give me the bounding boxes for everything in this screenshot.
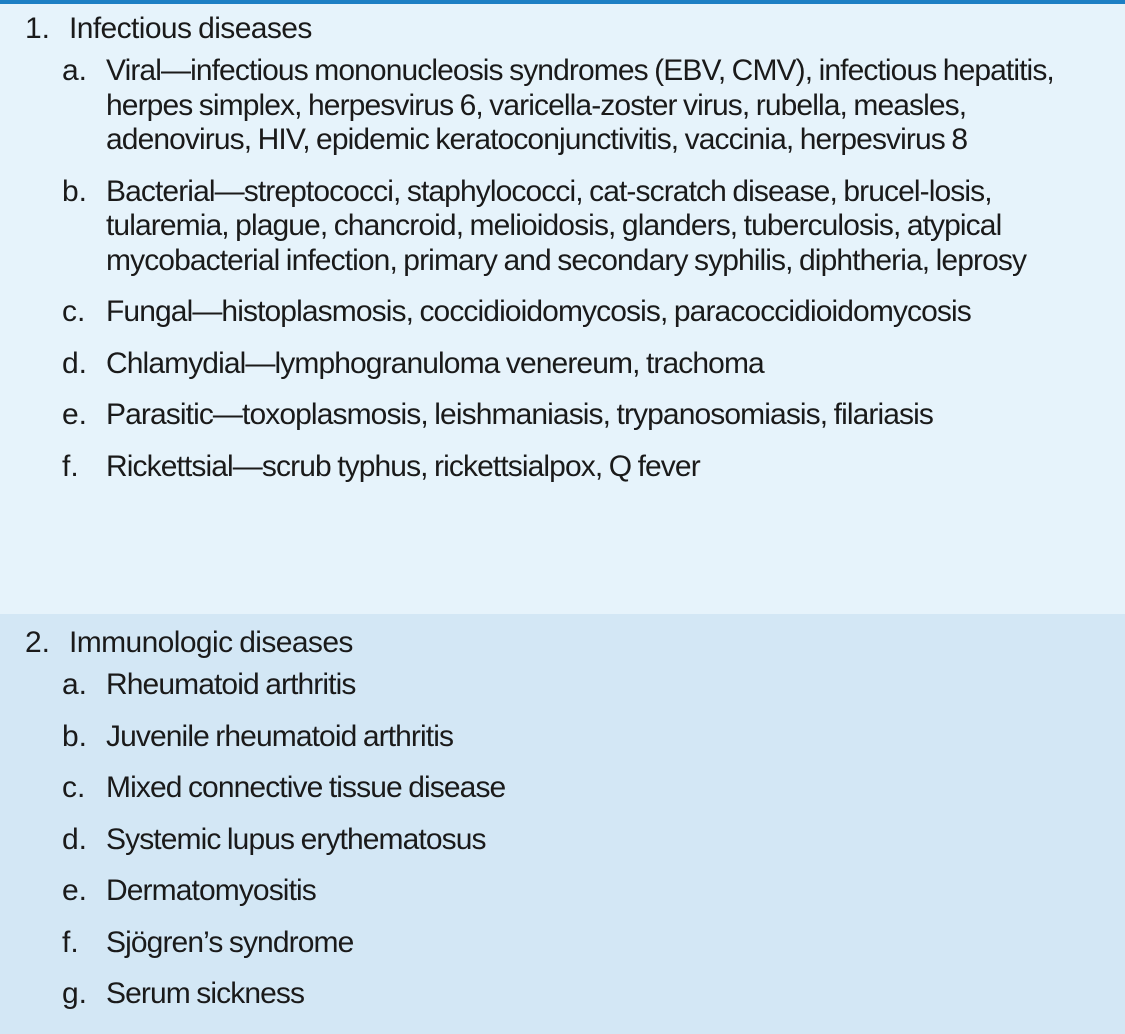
list-item [0, 668, 1125, 703]
list-item [0, 874, 1125, 909]
item-letter: a. [62, 54, 88, 87]
item-letter: d. [62, 346, 88, 380]
item-letter: c. [62, 295, 86, 328]
section-number: 1. [25, 12, 51, 45]
list-item [0, 398, 1125, 433]
item-text: Systemic lupus erythematosus [106, 822, 486, 856]
item-list [0, 668, 1125, 1012]
item-letter: b. [62, 174, 88, 208]
list-item [0, 720, 1125, 755]
section-number: 2. [25, 626, 51, 659]
item-letter: a. [62, 668, 88, 701]
item-text: Rheumatoid arthritis [106, 668, 356, 701]
item-text: Dermatomyositis [106, 874, 316, 907]
list-item [0, 175, 1125, 279]
section-title: Infectious diseases [69, 12, 312, 45]
item-letter: e. [62, 398, 88, 431]
item-text: Parasitic—toxoplasmosis, leishmaniasis, trypanosomiasis, filariasis [106, 398, 934, 431]
item-text: Juvenile rheumatoid arthritis [106, 719, 454, 753]
item-text: Viral—infectious mononucleosis syndromes (EBV, CMV), infectious hepatitis, herpes simplex, herpesvirus 6, varicella-zoster virus, rubella, measles, adenovirus, HIV, epidemic keratoconjunctivitis, vaccinia, herpesvirus 8 [106, 54, 1054, 156]
section-infectious-diseases [0, 4, 1125, 614]
list-item [0, 823, 1125, 858]
list-item [0, 977, 1125, 1012]
item-letter: f. [62, 449, 79, 483]
list-item [0, 295, 1125, 330]
item-letter: e. [62, 874, 88, 907]
item-text: Fungal—histoplasmosis, coccidioidomycosis, paracoccidioidomycosis [106, 295, 971, 328]
item-text: Rickettsial—scrub typhus, rickettsialpox, Q fever [106, 449, 700, 483]
section-heading [0, 10, 1125, 54]
list-item [0, 926, 1125, 961]
list-item [0, 347, 1125, 382]
section-immunologic-diseases [0, 614, 1125, 1034]
list-item [0, 771, 1125, 806]
item-text: Chlamydial—lymphogranuloma venereum, trachoma [106, 346, 764, 380]
section-title: Immunologic diseases [69, 626, 353, 659]
item-text: Mixed connective tissue disease [106, 771, 506, 804]
item-text: Sjögren’s syndrome [106, 925, 354, 959]
item-letter: b. [62, 719, 88, 753]
list-item [0, 450, 1125, 485]
section-heading [0, 624, 1125, 668]
item-text: Serum sickness [106, 977, 305, 1010]
item-letter: d. [62, 822, 88, 856]
item-list [0, 54, 1125, 484]
item-letter: c. [62, 771, 86, 804]
item-text: Bacterial—streptococci, staphylococci, cat-scratch disease, brucel-losis, tularemia, plague, chancroid, melioidosis, glanders, tuberculosis, atypical mycobacterial infection, primary and secondary syphilis, diphtheria, leprosy [106, 174, 1027, 277]
item-letter: f. [62, 925, 79, 959]
item-letter: g. [62, 977, 88, 1010]
list-item [0, 54, 1125, 158]
